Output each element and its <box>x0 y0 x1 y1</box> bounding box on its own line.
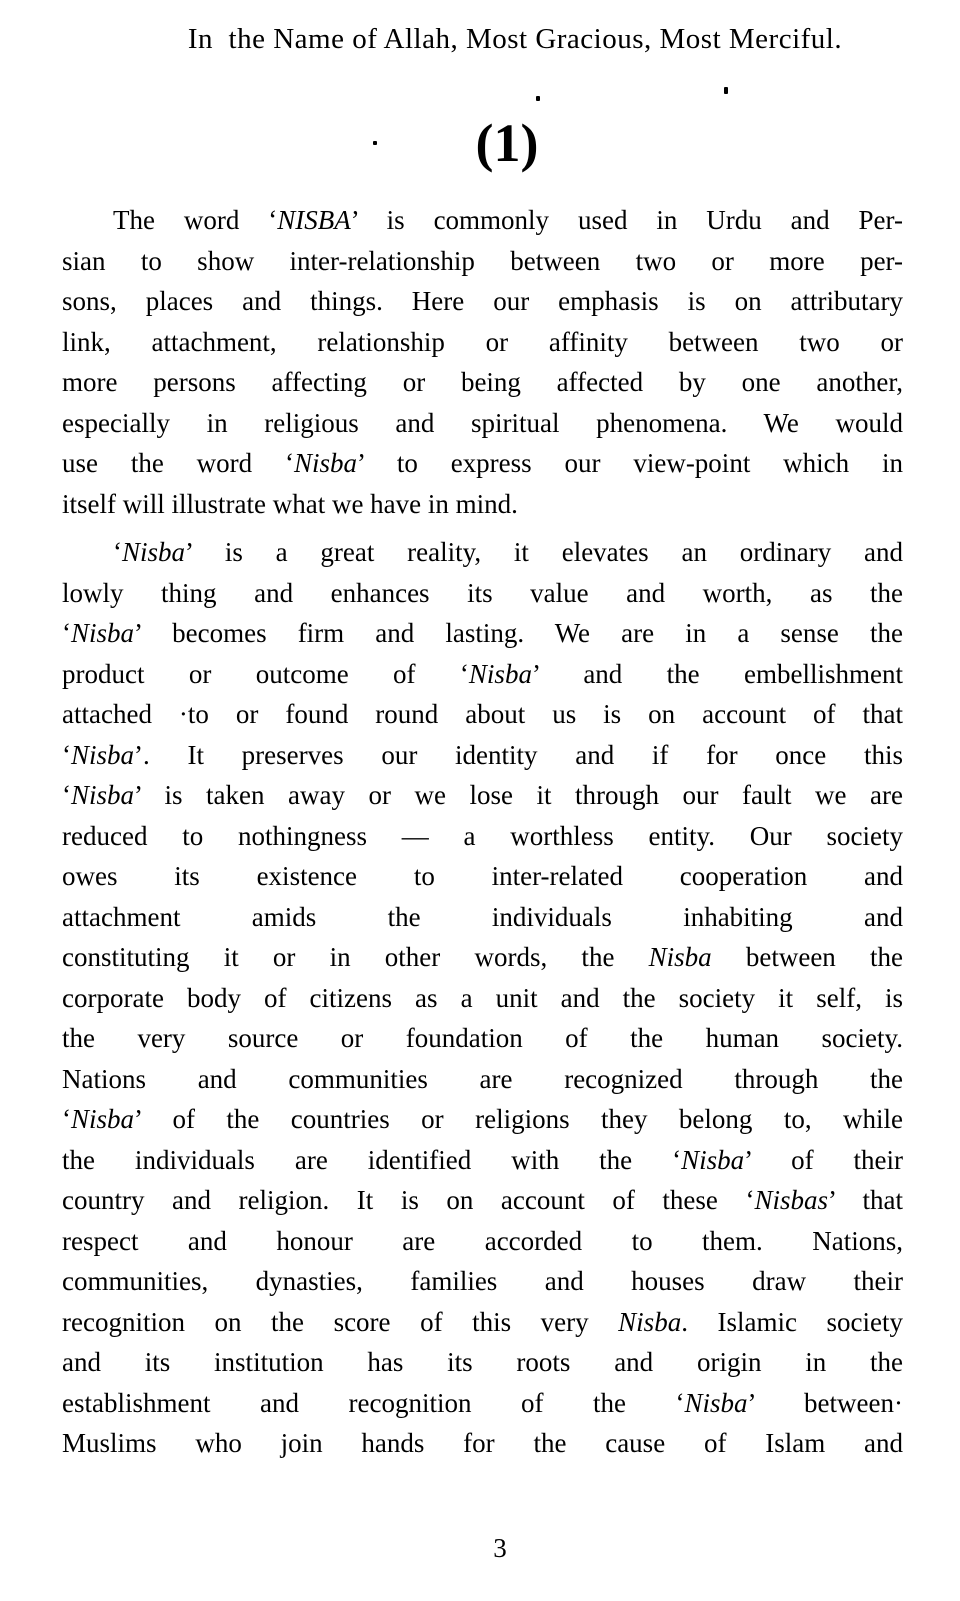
text-line <box>62 1099 903 1140</box>
text-line <box>62 362 903 403</box>
scan-speck-artifact <box>536 96 540 101</box>
text-line <box>62 775 903 816</box>
text-line <box>62 694 903 735</box>
text-segment: Nisba <box>468 658 532 689</box>
text-segment: ’ between· <box>747 1387 904 1418</box>
text-segment: Muslims who join hands for the cause of Islam and <box>62 1428 903 1458</box>
text-segment: the very source or foundation of the human society. <box>62 1023 903 1053</box>
text-line <box>62 1383 903 1424</box>
text-line <box>62 532 903 573</box>
text-segment: ‘ <box>62 1104 71 1134</box>
text-segment: Nisba <box>71 780 135 810</box>
page-number: 3 <box>493 1533 507 1563</box>
text-line <box>62 856 903 897</box>
text-segment: Nisba <box>681 1144 745 1175</box>
text-line <box>62 1261 903 1302</box>
scan-speck-artifact <box>724 87 728 94</box>
paragraph <box>62 200 903 524</box>
text-line <box>62 978 903 1019</box>
text-segment: communities, dynasties, families and houses draw their <box>62 1266 903 1296</box>
text-segment: especially in religious and spiritual phenomena. We would <box>62 407 903 438</box>
text-segment: more persons affecting or being affected by one another, <box>62 367 903 397</box>
text-segment: ‘ <box>62 780 71 810</box>
bismillah-header: In the Name of Allah, Most Gracious, Most Merciful. <box>187 23 843 55</box>
text-segment: ‘ <box>113 537 122 567</box>
text-segment: ’ of their <box>744 1144 903 1175</box>
text-segment: Nisba <box>122 537 186 567</box>
text-line <box>62 1140 903 1181</box>
text-segment: corporate body of citizens as a unit and the society it self, is <box>62 982 903 1013</box>
text-line <box>62 573 903 614</box>
text-segment: Nisba <box>293 448 358 478</box>
text-segment: and its institution has its roots and origin in the <box>62 1347 903 1377</box>
text-segment: between the <box>711 942 903 972</box>
text-segment: . Islamic society <box>681 1306 903 1337</box>
text-segment: ‘ <box>62 618 71 648</box>
text-segment: sian to show inter-relationship between two or more per- <box>62 245 903 276</box>
text-line <box>62 1018 903 1059</box>
text-line <box>62 937 903 978</box>
text-segment: ’ that <box>827 1185 903 1215</box>
text-line <box>62 1342 903 1383</box>
text-line <box>62 1221 903 1262</box>
text-line <box>62 322 903 363</box>
text-segment: link, attachment, relationship or affinity between two or <box>62 326 903 357</box>
text-segment: ’. It preserves our identity and if for once this <box>134 739 903 770</box>
text-line <box>62 1302 903 1343</box>
text-line <box>62 200 903 241</box>
text-line <box>62 1423 903 1464</box>
text-segment: ’ is commonly used in Urdu and Per- <box>350 205 903 235</box>
text-segment: Nisba <box>71 739 135 770</box>
text-segment: ’ is taken away or we lose it through our fault we are <box>134 780 903 810</box>
text-line <box>62 613 903 654</box>
text-segment: ’ is a great reality, it elevates an ordinary and <box>185 537 903 567</box>
text-segment: country and religion. It is on account of these ‘ <box>62 1185 755 1215</box>
text-line <box>62 484 903 525</box>
text-line <box>62 281 903 322</box>
text-line <box>62 403 903 444</box>
text-segment: ‘ <box>62 739 71 770</box>
text-segment: establishment and recognition of the ‘ <box>62 1387 685 1418</box>
text-segment: attachment amids the individuals inhabiting and <box>62 901 903 932</box>
text-segment: ’ becomes firm and lasting. We are in a sense the <box>134 618 903 648</box>
text-segment: ’ and the embellishment <box>531 658 903 689</box>
text-line <box>62 1180 903 1221</box>
text-line <box>62 735 903 776</box>
text-segment: Nisba <box>684 1387 748 1418</box>
text-line <box>62 443 903 484</box>
paragraph <box>62 532 903 1464</box>
text-line <box>62 1059 903 1100</box>
text-segment: lowly thing and enhances its value and worth, as the <box>62 577 903 608</box>
text-line <box>62 654 903 695</box>
text-line <box>62 241 903 282</box>
text-segment: ’ to express our view-point which in <box>357 448 903 478</box>
text-segment: Nisba <box>618 1306 682 1337</box>
text-segment: reduced to nothingness — a worthless entity. Our society <box>62 820 903 851</box>
text-line <box>62 897 903 938</box>
text-segment: owes its existence to inter-related cooperation and <box>62 861 903 891</box>
text-segment: sons, places and things. Here our emphasis is on attributary <box>62 286 903 316</box>
text-segment: constituting it or in other words, the <box>62 942 649 972</box>
text-segment: Nisba <box>648 942 712 972</box>
text-segment: The word ‘ <box>113 205 278 235</box>
section-number-heading: (1) <box>475 113 539 173</box>
text-segment: itself will illustrate what we have in mind. <box>62 488 518 519</box>
text-segment: Nisba <box>71 1104 135 1134</box>
text-segment: the individuals are identified with the ‘ <box>62 1144 682 1175</box>
text-segment: respect and honour are accorded to them. Nations, <box>62 1225 903 1256</box>
text-line <box>62 816 903 857</box>
page-body <box>62 200 903 1464</box>
text-segment: NISBA <box>277 205 351 235</box>
text-segment: Nations and communities are recognized through the <box>62 1063 903 1094</box>
text-segment: Nisbas <box>754 1185 828 1215</box>
text-segment: attached ·to or found round about us is on account of that <box>62 699 903 729</box>
text-segment: Nisba <box>71 618 135 648</box>
text-segment: ’ of the countries or religions they belong to, while <box>134 1104 903 1134</box>
text-segment: product or outcome of ‘ <box>62 658 469 689</box>
text-segment: use the word ‘ <box>62 448 294 478</box>
text-segment: recognition on the score of this very <box>62 1306 619 1337</box>
